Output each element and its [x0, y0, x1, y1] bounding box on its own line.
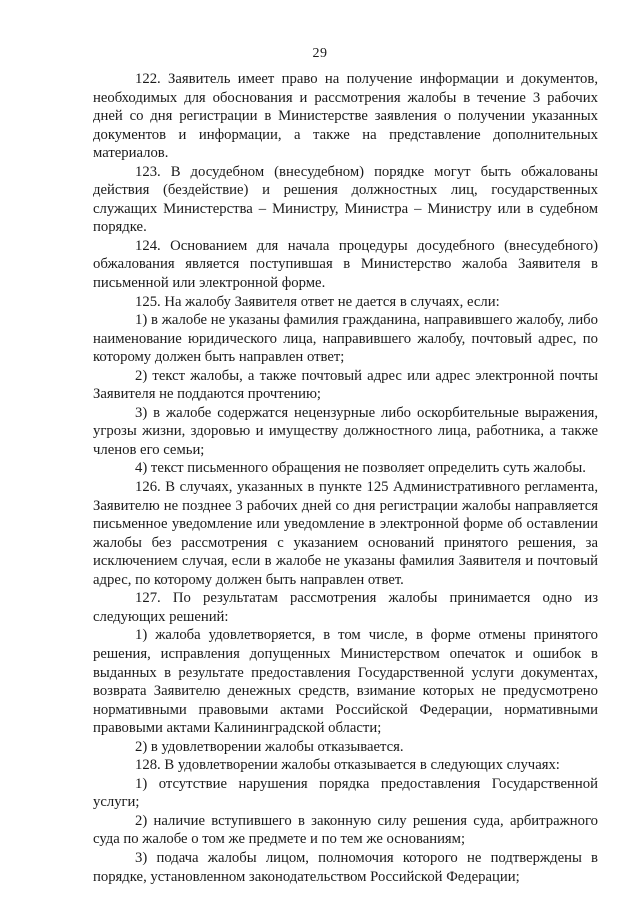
paragraph-123: 123. В досудебном (внесудебном) порядке могут быть обжалованы действия (бездействие) и решения должностных лиц, государственных служащих Министерства – Министру, Министра – Министру или в судебном порядке. — [93, 163, 598, 236]
paragraph-128-item-1: 1) отсутствие нарушения порядка предоставления Государственной услуги; — [93, 775, 598, 811]
paragraph-127-item-1: 1) жалоба удовлетворяется, в том числе, в форме отмены принятого решения, исправления допущенных Министерством опечаток и ошибок в выданных в результате предоставления Государственной услуги документах, возврата Заявителю денежных средств, взимание которых не предусмотрено нормативными правовыми актами Российской Федерации, нормативными правовыми актами Калининградской области; — [93, 627, 598, 737]
paragraph-125-item-2: 2) текст жалобы, а также почтовый адрес или адрес электронной почты Заявителя не поддаются прочтению; — [93, 367, 598, 403]
paragraph-126: 126. В случаях, указанных в пункте 125 Административного регламента, Заявителю не позднее 3 рабочих дней со дня регистрации жалобы направляется письменное уведомление или уведомление в электронной форме об оставлении жалобы без рассмотрения с указанием оснований принятого решения, за исключением случая, если в жалобе не указаны фамилия Заявителя и почтовый адрес, по которому должен быть направлен ответ. — [93, 479, 598, 588]
paragraph-128-item-2: 2) наличие вступившего в законную силу решения суда, арбитражного суда по жалобе о том же предмете и по тем же основаниям; — [93, 812, 598, 848]
paragraph-128: 128. В удовлетворении жалобы отказывается в следующих случаях: — [135, 757, 560, 774]
paragraph-128-item-3: 3) подача жалобы лицом, полномочия которого не подтверждены в порядке, установленном законодательством Российской Федерации; — [93, 849, 598, 885]
paragraph-127: 127. По результатам рассмотрения жалобы принимается одно из следующих решений: — [93, 590, 598, 625]
paragraph-125: 125. На жалобу Заявителя ответ не дается в случаях, если: — [135, 293, 500, 310]
paragraph-127-item-2: 2) в удовлетворении жалобы отказывается. — [135, 738, 404, 755]
paragraph-125-item-4: 4) текст письменного обращения не позволяет определить суть жалобы. — [135, 460, 586, 477]
page-body — [93, 70, 598, 886]
paragraph-125-item-3: 3) в жалобе содержатся нецензурные либо оскорбительные выражения, угрозы жизни, здоровью и имуществу должностного лица, работника, а также членов его семьи; — [93, 404, 598, 458]
paragraph-124: 124. Основанием для начала процедуры досудебного (внесудебного) обжалования является поступившая в Министерство жалоба Заявителя в письменной или электронной форме. — [93, 237, 598, 292]
paragraph-122: 122. Заявитель имеет право на получение информации и документов, необходимых для обоснования и рассмотрения жалобы в течение 3 рабочих дней со дня регистрации в Министерстве заявления о получении указанных документов и информации, а также на представление дополнительных материалов. — [93, 71, 598, 162]
paragraph-125-item-1: 1) в жалобе не указаны фамилия гражданина, направившего жалобу, либо наименование юридического лица, направившего жалобу, почтовый адрес, по которому должен быть направлен ответ; — [93, 312, 598, 366]
page-number: 29 — [312, 46, 328, 61]
